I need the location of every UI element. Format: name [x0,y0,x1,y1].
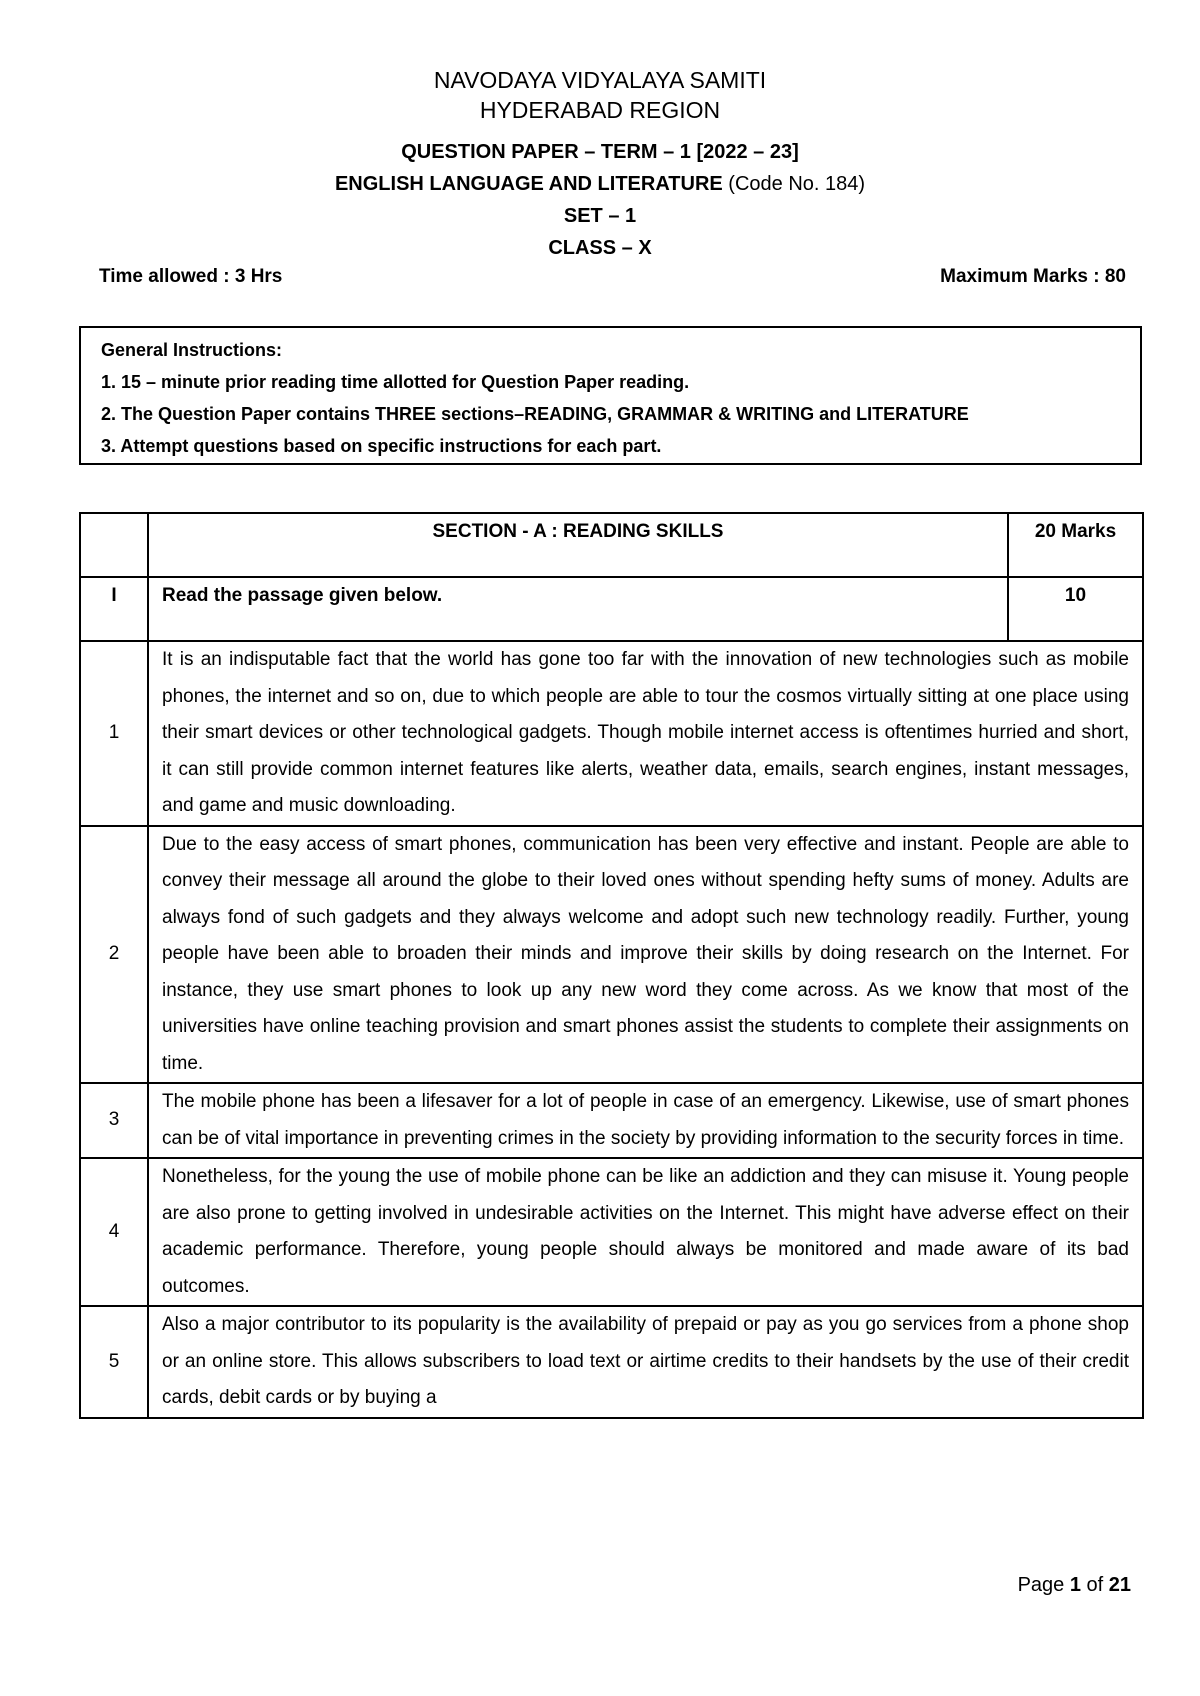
paragraph-text: Due to the easy access of smart phones, communication has been very effective and instant. People are able to convey their message all around the globe to their loved ones without spending hefty sums of money. Adults are always fond of such gadgets and they always welcome and adopt such new technology readily. Further, young people have been able to broaden their minds and improve their skills by doing research on the Internet. For instance, they use smart phones to look up any new word they come across. As we know that most of the universities have online teaching provision and smart phones assist the students to complete their assignments on time. [148,826,1143,1084]
paragraph-row [80,1083,1143,1158]
question-text: Read the passage given below. [148,577,1008,641]
paragraph-number: 5 [80,1306,148,1418]
time-allowed: Time allowed : 3 Hrs [99,266,283,287]
reading-section-table [79,512,1144,1419]
paragraph-row [80,1306,1143,1418]
paragraph-text: It is an indisputable fact that the world has gone too far with the innovation of new technologies such as mobile phones, the internet and so on, due to which people are able to tour the cosmos virtually sitting at one place using their smart devices or other technological gadgets. Though mobile internet access is oftentimes hurried and short, it can still provide common internet features like alerts, weather data, emails, search engines, instant messages, and game and music downloading. [148,641,1143,826]
page-footer [1018,1574,1131,1597]
subject-code: (Code No. 184) [722,173,866,195]
paragraph-text: Nonetheless, for the young the use of mobile phone can be like an addiction and they can misuse it. Young people are also prone to getting involved in undesirable activities on the Internet. This might have adverse effect on their academic performance. Therefore, young people should always be monitored and made aware of its bad outcomes. [148,1158,1143,1306]
paragraph-number: 3 [80,1083,148,1158]
question-marks: 10 [1008,577,1143,641]
region-name: HYDERABAD REGION [479,97,721,123]
paragraph-text: The mobile phone has been a lifesaver for a lot of people in case of an emergency. Likewise, use of smart phones can be of vital importance in preventing crimes in the society by providing information to the security forces in time. [148,1083,1143,1158]
paragraph-number: 2 [80,826,148,1084]
paragraph-row [80,826,1143,1084]
general-instructions-box [79,326,1142,465]
class-label: CLASS – X [548,237,652,259]
set-number: SET – 1 [563,205,637,227]
question-row [80,577,1143,641]
paragraph-row [80,641,1143,826]
instruction-item: 3. Attempt questions based on specific instructions for each part. [101,436,662,456]
section-header-row [80,513,1143,577]
paragraph-number: 1 [80,641,148,826]
org-name: NAVODAYA VIDYALAYA SAMITI [433,67,767,93]
page-number: 1 [1069,1574,1081,1596]
page-label: Page [1017,1574,1070,1596]
instructions-title: General Instructions: [101,340,283,360]
subject-name: ENGLISH LANGUAGE AND LITERATURE [334,173,723,195]
instruction-item: 2. The Question Paper contains THREE sections–READING, GRAMMAR & WRITING and LITERATURE [101,404,969,424]
maximum-marks: Maximum Marks : 80 [940,266,1126,287]
section-title: SECTION - A : READING SKILLS [148,513,1008,577]
subject-line [0,172,1200,196]
section-marks: 20 Marks [1008,513,1143,577]
paragraph-row [80,1158,1143,1306]
page-total: 21 [1108,1574,1131,1596]
instruction-item: 1. 15 – minute prior reading time allotted for Question Paper reading. [101,372,690,392]
question-number: I [80,577,148,641]
paper-title: QUESTION PAPER – TERM – 1 [2022 – 23] [401,141,799,163]
page-of-label: of [1080,1574,1109,1596]
paragraph-number: 4 [80,1158,148,1306]
paragraph-text: Also a major contributor to its popularity is the availability of prepaid or pay as you go services from a phone shop or an online store. This allows subscribers to load text or airtime credits to their handsets by the use of their credit cards, debit cards or by buying a [148,1306,1143,1418]
empty-cell [80,513,148,577]
